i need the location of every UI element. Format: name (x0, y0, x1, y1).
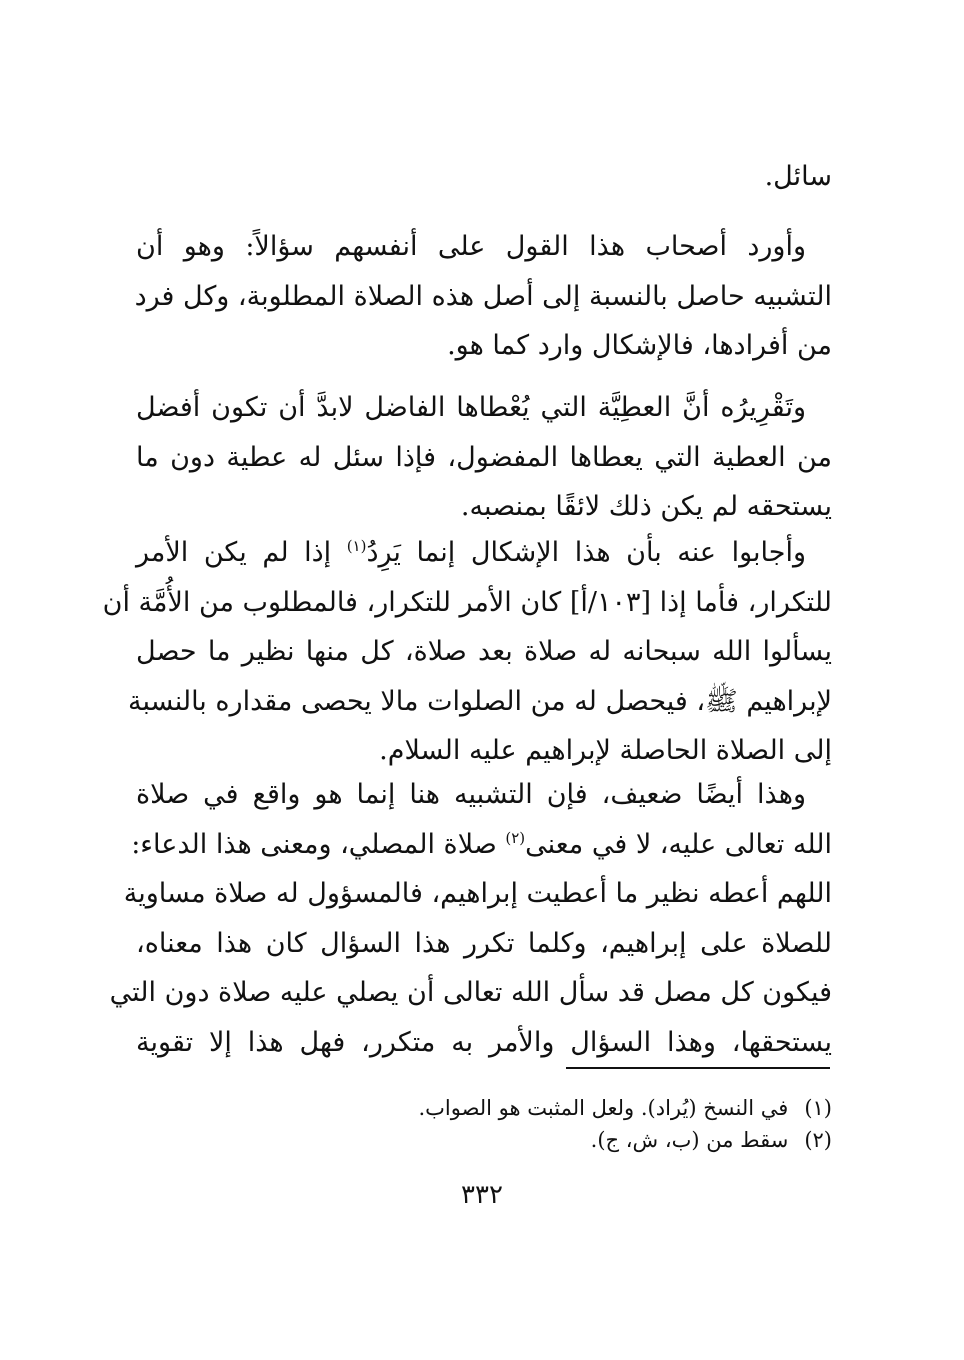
page-number: ٣٣٢ (461, 1180, 503, 1210)
text-line: فيكون كل مصل قد سأل الله تعالى أن يصلي عليه صلاة دون التي (109, 977, 832, 1008)
text-line: من أفرادها، فالإشكال وارد كما هو. (447, 330, 832, 361)
text-line: اللهم أعطه نظير ما أعطيت إبراهيم، فالمسؤول له صلاة مساوية (123, 878, 832, 909)
text-line: التشبيه حاصل بالنسبة إلى أصل هذه الصلاة المطلوبة، وكل فرد (134, 280, 832, 312)
paragraph-fragment (136, 152, 832, 202)
paragraph-rebuttal (109, 770, 832, 1067)
text-segment: صلاة المصلي، ومعنى هذا الدعاء: (131, 828, 506, 860)
text-line: من العطية التي يعطاها المفضول، فإذا سئل له عطية دون ما (136, 441, 832, 473)
footnotes (400, 1092, 832, 1156)
paragraph-answer (102, 528, 832, 776)
text-line: يستحقها، وهذا السؤال والأمر به متكرر، فهل هذا إلا تقوية (136, 1026, 832, 1058)
text-line (136, 528, 832, 578)
footnote-number: (٢) (804, 1128, 832, 1152)
text-line: للصلاة على إبراهيم، وكلما تكرر هذا السؤال كان هذا معناه، (136, 927, 832, 959)
text-line: يسألوا الله سبحانه له صلاة بعد صلاة، كل منها نظير ما حصل (136, 636, 832, 667)
text-line: وأورد أصحاب هذا القول على أنفسهم سؤالاً: وهو أن (136, 231, 806, 262)
text-line: إلى الصلاة الحاصلة لإبراهيم عليه السلام. (379, 735, 832, 766)
paragraph-explanation (136, 383, 832, 532)
text-line (131, 820, 832, 870)
footnote-item (400, 1124, 832, 1156)
text-line: للتكرار، فأما إذا [١٠٣/أ] كان الأمر للتكرار، فالمطلوب من الأُمَّة أن (102, 586, 832, 618)
footnote-number: (١) (804, 1096, 832, 1120)
footnote-marker: (٢) (505, 828, 526, 847)
footnote-text: في النسخ (يُراد). ولعل المثبت هو الصواب. (418, 1096, 789, 1120)
footnote-separator (566, 1067, 830, 1069)
footnote-text: سقط من (ب، ش، ج). (590, 1128, 789, 1152)
text-segment: وأجابوا عنه بأن هذا الإشكال إنما يَرِدُ (366, 537, 806, 568)
text-segment: إذا لم يكن الأمر (136, 537, 347, 568)
text-line: لإبراهيم ﷺ، فيحصل له من الصلوات مالا يحصى مقداره بالنسبة (127, 685, 832, 717)
text-line: سائل. (764, 161, 832, 192)
footnote-marker: (١) (346, 537, 367, 555)
footnote-item (400, 1092, 832, 1124)
text-line: وهذا أيضًا ضعيف، فإن التشبيه هنا إنما هو واقع في صلاة (136, 779, 806, 810)
paragraph-objection (136, 222, 832, 371)
text-segment: الله تعالى عليه، لا في معنى (525, 828, 832, 860)
text-line: وتَقْرِيرُه أنَّ العطِيَّة التي يُعْطاها الفاضل لابدَّ أن تكون أفضل (136, 392, 806, 423)
text-line: يستحقه لم يكن ذلك لائقًا بمنصبه. (460, 491, 832, 522)
